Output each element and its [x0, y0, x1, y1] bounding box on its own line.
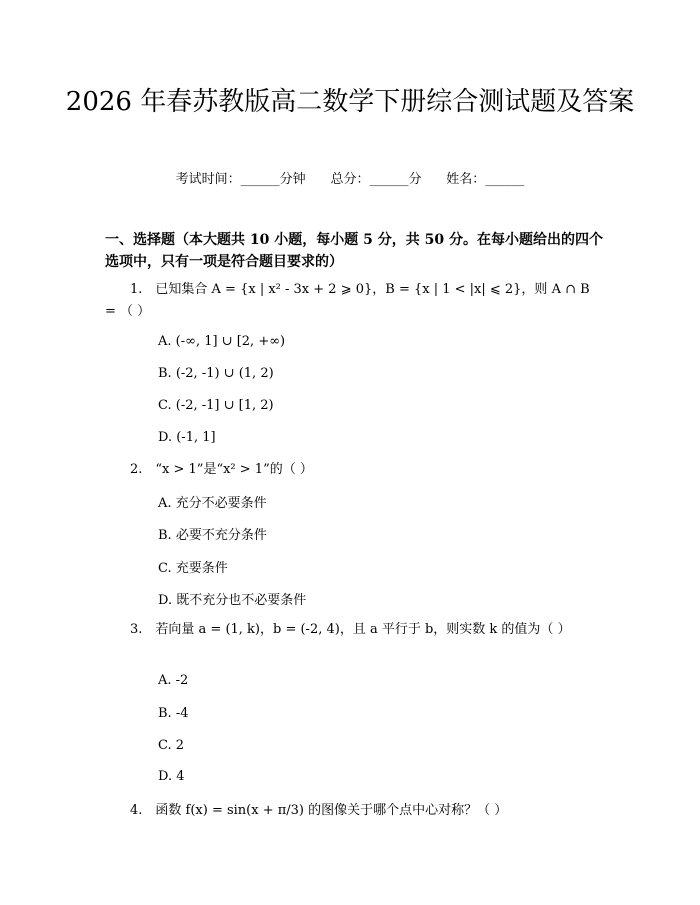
question-3-option-c: C. 2: [158, 738, 185, 753]
exam-time: 考试时间：______分钟: [175, 172, 306, 187]
question-2-option-b: B. 必要不充分条件: [158, 528, 267, 543]
section-heading: 一、选择题（本大题共 10 小题，每小题 5 分，共 50 分。在每小题给出的四个选项中，只有一项是符合题目要求的）: [105, 232, 603, 270]
question-1-option-b: B. (-2, -1) ∪ (1, 2): [158, 366, 274, 381]
page-title: 2026 年春苏教版高二数学下册综合测试题及答案: [65, 87, 635, 117]
question-2-option-a: A. 充分不必要条件: [158, 496, 267, 511]
question-2-option-c: C. 充要条件: [158, 561, 228, 576]
student-name: 姓名：______: [446, 172, 525, 187]
question-3-option-a: A. -2: [158, 673, 189, 688]
question-1-option-a: A. (-∞, 1] ∪ [2, +∞): [158, 334, 286, 349]
total-score: 总分：______分: [330, 172, 422, 187]
question-2-option-d: D. 既不充分也不必要条件: [158, 593, 307, 608]
question-1-option-c: C. (-2, -1] ∪ [1, 2): [158, 398, 274, 413]
question-1: 1. 已知集合 A = {x | x² - 3x + 2 ⩾ 0}，B = {x | 1 < |x| ⩽ 2}，则 A ∩ B = （ ）: [105, 282, 590, 319]
question-3-option-b: B. -4: [158, 706, 189, 721]
question-4: 4. 函数 f(x) = sin(x + π/3) 的图像关于哪个点中心对称？（ ）: [130, 803, 508, 818]
exam-info-line: [0, 168, 700, 187]
question-2: 2. “x > 1”是“x² > 1”的（ ）: [130, 462, 313, 477]
question-1-option-d: D. (-1, 1]: [158, 430, 216, 445]
question-3: 3. 若向量 a = (1, k)，b = (-2, 4)，且 a 平行于 b，则实数 k 的值为（ ）: [130, 622, 571, 637]
question-3-option-d: D. 4: [158, 769, 185, 784]
